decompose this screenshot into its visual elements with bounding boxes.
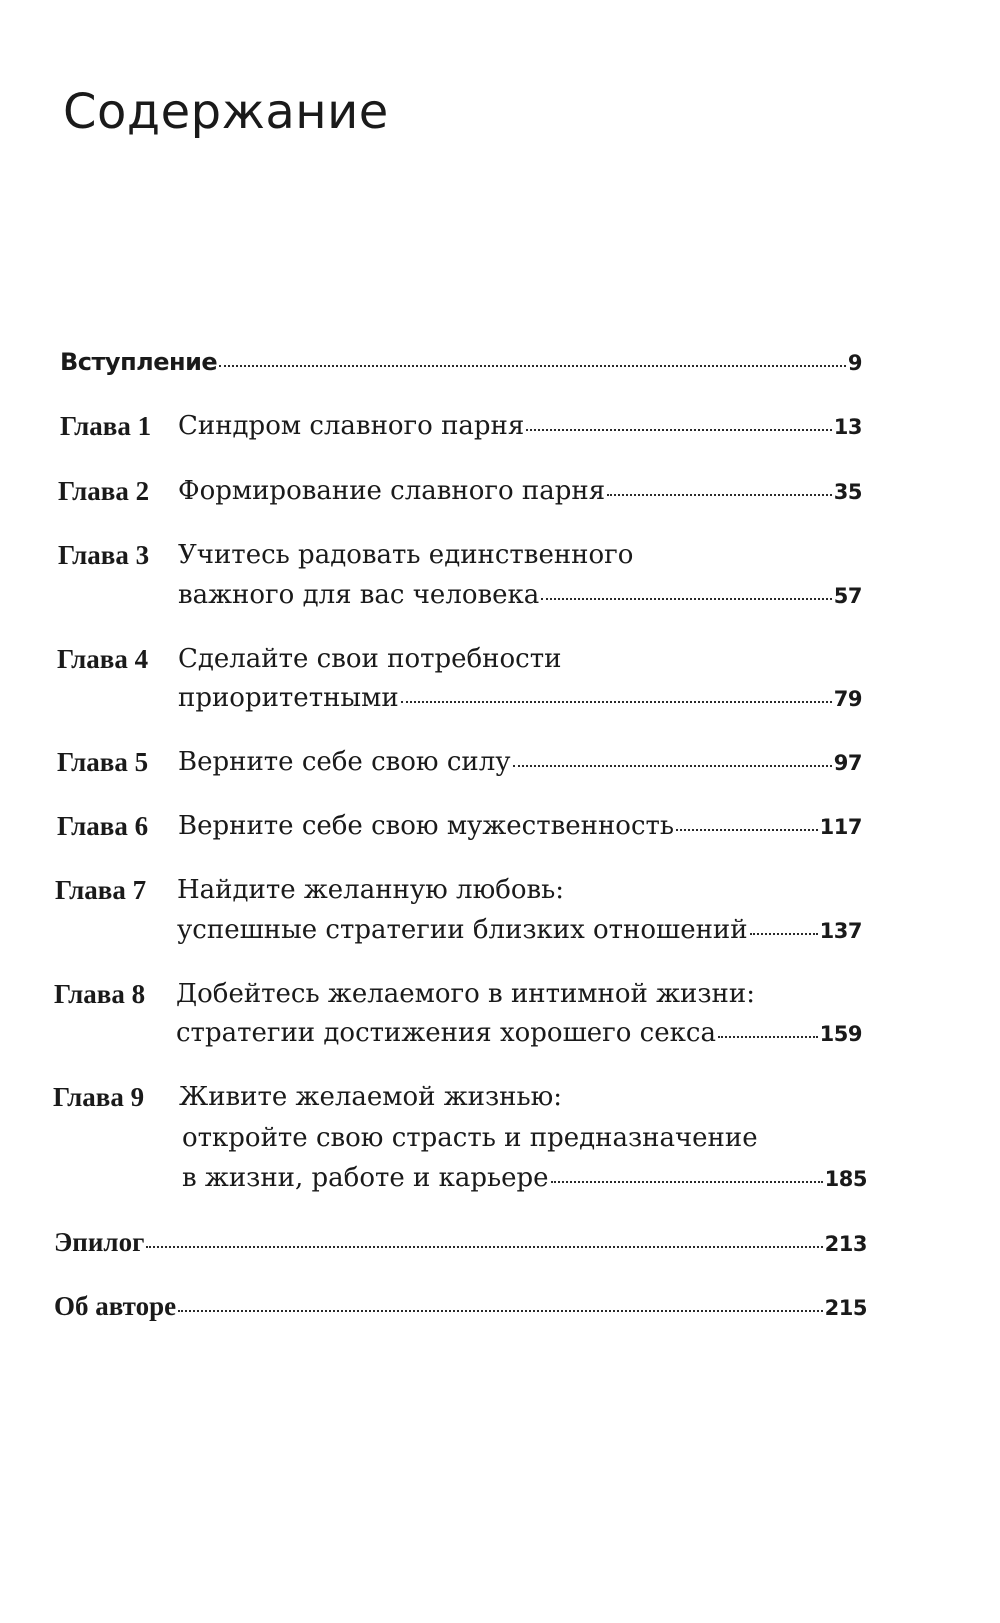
chapter-label: Глава 4 [57, 644, 149, 674]
page-number: 79 [833, 687, 862, 711]
entry-title: Формирование славного парня [178, 476, 606, 506]
entry-title-continued: успешные стратегии близких отношений [177, 915, 748, 945]
chapter-label: Глава 6 [57, 811, 149, 841]
page-number: 117 [819, 815, 862, 839]
dot-leader [513, 765, 832, 767]
entry-title: Учитесь радовать единственного [178, 540, 634, 570]
toc-line [178, 406, 862, 447]
toc-line [182, 1118, 867, 1158]
chapter-label: Глава 3 [58, 540, 150, 570]
chapter-label: Глава 5 [57, 747, 149, 777]
entry-title: Об авторе [54, 1291, 177, 1321]
toc-line [178, 535, 862, 575]
toc-line [178, 575, 862, 616]
chapter-label: Глава 8 [54, 979, 146, 1009]
dot-leader [676, 829, 818, 831]
toc-line [178, 742, 862, 783]
dot-leader [551, 1181, 823, 1183]
toc-line [178, 806, 862, 847]
entry-title: Верните себе свою силу [178, 747, 511, 777]
page-number: 57 [833, 584, 862, 608]
entry-title-continued: в жизни, работе и карьере [182, 1163, 549, 1193]
dot-leader [178, 1310, 823, 1312]
page-number: 185 [824, 1167, 867, 1191]
entry-title: Сделайте свои потребности [178, 644, 562, 674]
entry-title: Найдите желанную любовь: [177, 875, 565, 905]
chapter-label: Глава 9 [53, 1082, 145, 1112]
entry-title-continued: откройте свою страсть и предназначение [182, 1123, 758, 1153]
page-number: 97 [833, 751, 862, 775]
page-number: 215 [824, 1296, 867, 1320]
chapter-label: Глава 2 [58, 476, 150, 506]
chapter-label: Глава 1 [60, 411, 152, 441]
entry-title: Эпилог [54, 1227, 145, 1257]
page-number: 137 [819, 919, 862, 943]
entry-title: Синдром славного парня [178, 411, 525, 441]
entry-title: Добейтесь желаемого в интимной жизни: [176, 979, 755, 1009]
page-number: 213 [824, 1232, 867, 1256]
entry-title-continued: приоритетными [178, 683, 399, 713]
toc-line [176, 974, 862, 1014]
toc-line [177, 910, 862, 951]
entry-title-continued: стратегии достижения хорошего секса [176, 1018, 716, 1048]
entry-title: Живите желаемой жизнью: [179, 1082, 563, 1112]
toc-line [178, 678, 862, 719]
dot-leader [526, 429, 831, 431]
page-number: 159 [819, 1022, 862, 1046]
toc-line [178, 639, 862, 679]
dot-leader [750, 933, 818, 935]
entry-title: Вступление [60, 348, 218, 376]
toc-line [176, 1013, 862, 1054]
toc-line [178, 471, 862, 512]
toc-line [54, 1222, 867, 1264]
toc-line [54, 1286, 867, 1328]
dot-leader [219, 365, 846, 367]
dot-leader [146, 1246, 822, 1248]
page-number: 13 [833, 415, 862, 439]
toc-line [182, 1158, 867, 1199]
page-title: Содержание [63, 84, 389, 140]
dot-leader [607, 494, 832, 496]
toc-line [60, 342, 862, 383]
page-number: 35 [833, 480, 862, 504]
chapter-label: Глава 7 [55, 875, 147, 905]
dot-leader [541, 598, 832, 600]
toc-line [177, 870, 862, 910]
dot-leader [401, 701, 832, 703]
entry-title: Верните себе свою мужественность [178, 811, 675, 841]
dot-leader [718, 1036, 818, 1038]
toc-line [179, 1077, 867, 1117]
page-number: 9 [847, 351, 862, 375]
entry-title-continued: важного для вас человека [178, 580, 540, 610]
